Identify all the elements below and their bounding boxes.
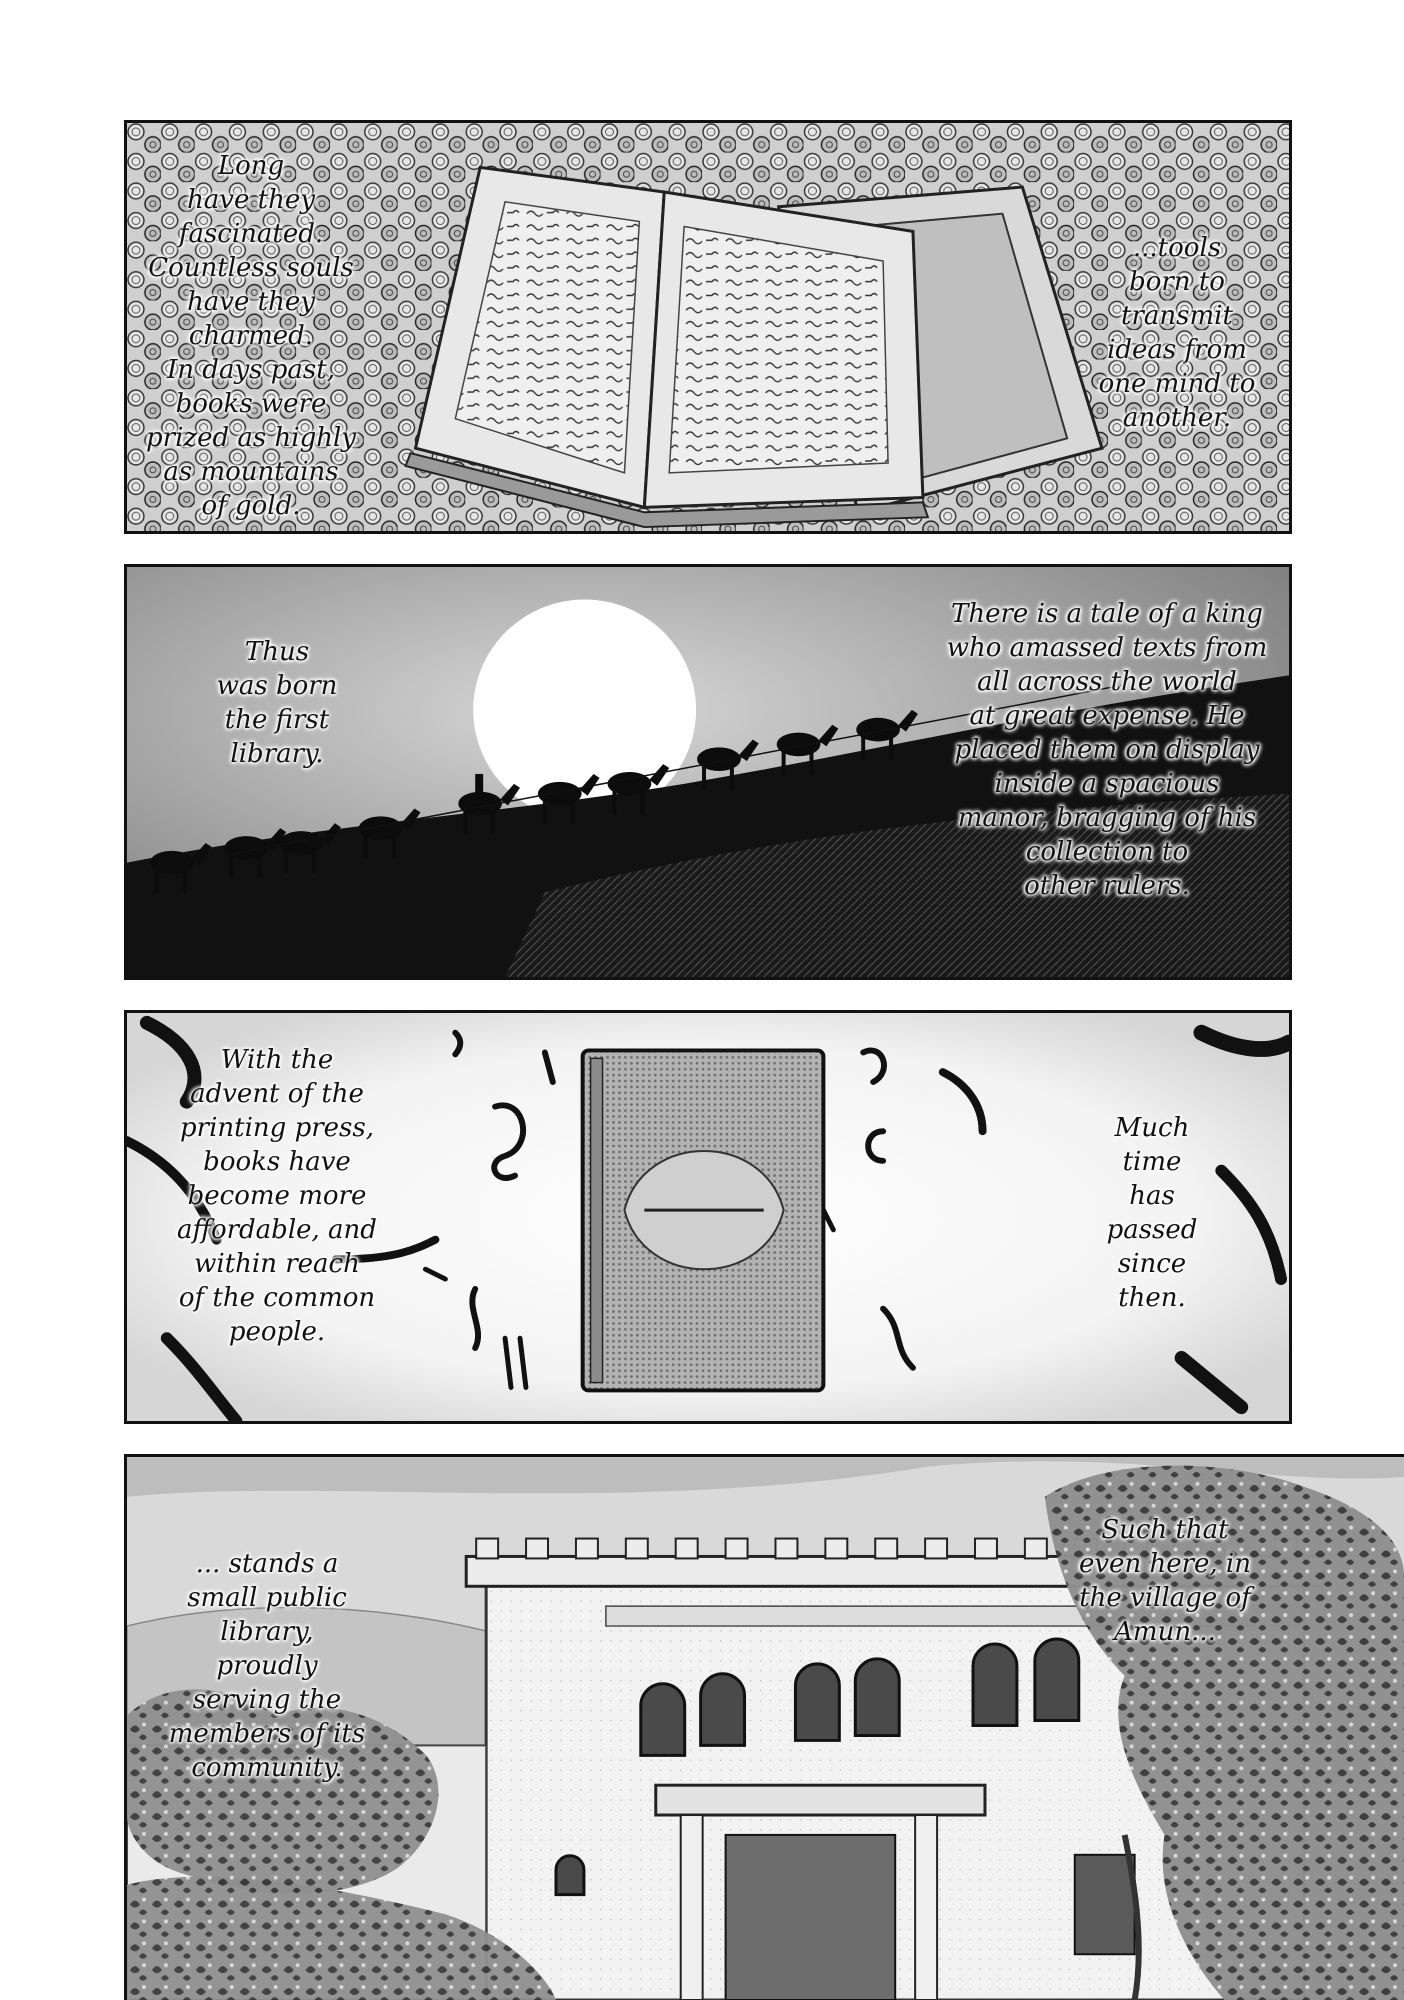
caption-long-have-they-fascinated: Long have they fascinated. Countless souls have they charmed. In days past, books were prized as highly as mountains of gold.: [146, 151, 356, 521]
caption-tools-born-to-transmit: ...tools born to transmit ideas from one mind to another.: [1098, 233, 1256, 433]
panel-village-library: [124, 1454, 1404, 2000]
panel-camel-caravan: [124, 564, 1292, 980]
caption-stands-a-small-public-library: ... stands a small public library, proudly serving the members of its community.: [168, 1549, 366, 1783]
caption-much-time-has-passed: Much time has passed since then.: [1106, 1113, 1198, 1313]
panel-printed-book: [124, 1010, 1292, 1424]
caption-tale-of-a-king: There is a tale of a king who amassed texts from all across the world at great expense. He placed them on display inside a spacious manor, bragging of his collection to other rulers.: [946, 599, 1268, 901]
caption-thus-was-born: Thus was born the first library.: [216, 637, 338, 769]
caption-advent-of-printing-press: With the advent of the printing press, books have become more affordable, and within reach of the common people.: [177, 1045, 377, 1347]
caption-such-that-even-here: Such that even here, in the village of Amun...: [1078, 1515, 1251, 1647]
panel-books-on-gold: [124, 120, 1292, 534]
